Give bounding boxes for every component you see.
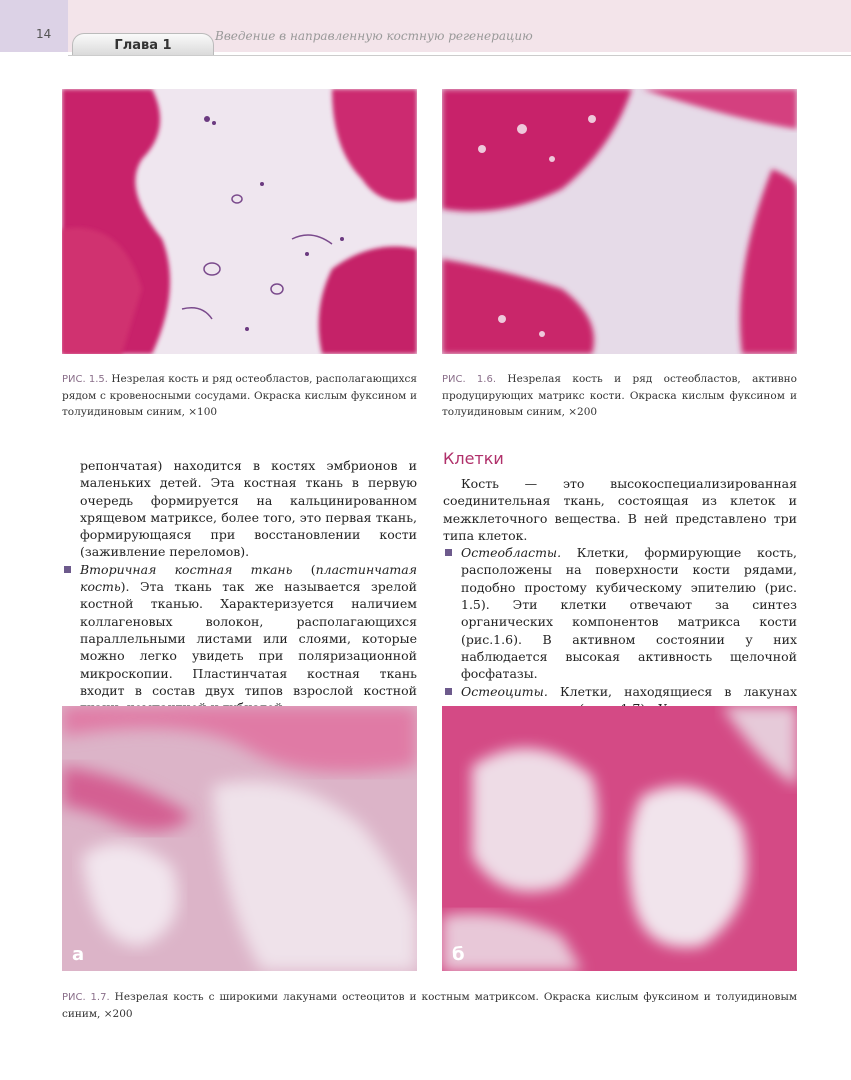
- figure-1-5-caption: [62, 371, 417, 420]
- bullet-term: Вторичная костная ткань: [80, 561, 293, 577]
- page-number-box: [0, 0, 68, 52]
- figure-1-5-image: [62, 89, 417, 354]
- figure-1-6-caption-text: Незрелая кость и ряд остеобластов, активно продуцирующих матрикс кости. Окраска кислым фуксином и толуидиновым синим, ×200: [442, 373, 798, 418]
- chapter-label: Глава 1: [114, 37, 172, 53]
- figure-1-5-label: РИС. 1.5.: [62, 374, 108, 385]
- page-number: 14: [36, 27, 52, 41]
- header-divider: [68, 55, 851, 56]
- bullet-secondary-bone: Вторичная костная ткань (пластинчатая кость). Эта ткань так же называется зрелой костной тканью. Характеризуется наличием коллагеновых волокон, располагающихся параллельными листами или слоями, которые можно легко увидеть при поляризационной микроскопии. Пластинчатая костная ткань входит в состав двух типов взрослой костной: [62, 561, 417, 717]
- bullet-square-icon: [445, 549, 452, 556]
- intro-paragraph: Кость — это высокоспециализированная соединительная ткань, состоящая из клеток и межклеточного вещества. В ней представлено три типа клеток.: [443, 476, 797, 543]
- bullet-term-alt: пластинчатая кость: [80, 561, 417, 595]
- section-heading-cells: Клетки: [443, 449, 504, 468]
- panel-label-a: а: [72, 944, 85, 965]
- bullet-term-osteocytes: Остеоциты.: [461, 683, 548, 699]
- bullet-term-osteoblasts: Остеобласты.: [461, 545, 562, 561]
- figure-1-7-label: РИС. 1.7.: [62, 992, 110, 1003]
- figure-1-7-caption: [62, 989, 797, 1022]
- bullet-osteoblasts: [443, 544, 797, 682]
- figure-1-7b-image: [442, 706, 797, 971]
- bullet-text: Эта ткань так же называется зрелой костной тканью. Характеризуется наличием коллагеновых волокон, располагающихся параллельными листами или слоями, которые можно легко увидеть при поляризационной микроскопии. Пластинчатая костная ткань входит в состав двух типов взрослой костной: [80, 579, 417, 698]
- figure-1-6-image: [442, 89, 797, 354]
- continuation-paragraph: репончатая) находится в костях эмбрионов и маленьких детей. Эта костная ткань в первую очередь формируется на кальцинированном хрящевом матриксе, более того, это первая ткань, формирующаяся при восстановлении кости (заживление переломов).: [80, 458, 417, 560]
- figure-1-5-caption-text: Незрелая кость и ряд остеобластов, располагающихся рядом с кровеносными сосудами. Окраска кислым фуксином и толуидиновым синим, ×100: [62, 373, 418, 418]
- bullet-square-icon: [64, 566, 71, 573]
- figure-1-7-caption-text: Незрелая кость с широкими лакунами остеоцитов и костным матриксом. Окраска кислым фуксином и толуидиновым синим, ×200: [62, 991, 797, 1020]
- panel-label-b: б: [452, 944, 465, 965]
- running-title: Введение в направленную костную регенерацию: [215, 29, 533, 43]
- bullet-square-icon: [445, 688, 452, 695]
- chapter-tab: [72, 33, 214, 56]
- figure-1-6-label: РИС. 1.6.: [442, 374, 496, 385]
- figure-1-7a-image: [62, 706, 417, 971]
- bullet-text-osteoblasts: Клетки, формирующие кость, расположены на поверхности кости рядами, подобно простому кубическому эпителию (рис. 1.5). Эти клетки отвечают за синтез органических компонентов матрикса кости (рис.1.6). В активном состоянии у них наблюдается высокая активность щелочной фосфатазы.: [461, 545, 797, 682]
- figure-1-6-caption: [442, 371, 797, 420]
- left-column: [62, 457, 417, 716]
- bullet-text-osteocytes: Клетки, находящиеся в лакунах: [559, 683, 797, 699]
